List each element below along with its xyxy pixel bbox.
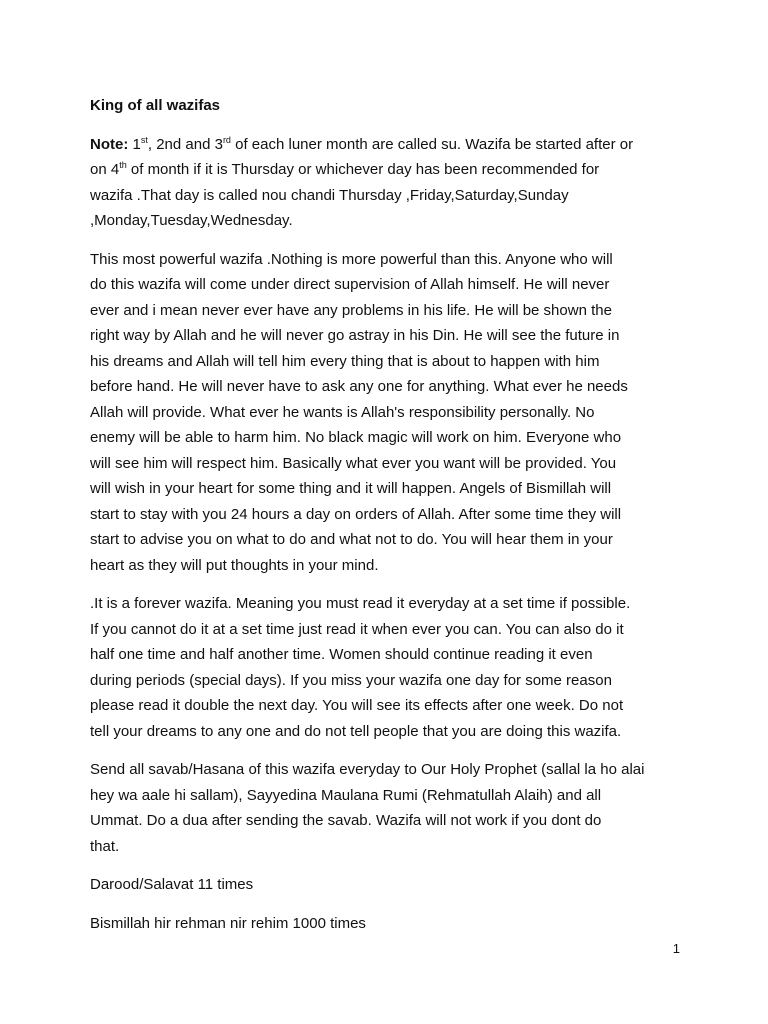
paragraph-line: Allah will provide. What ever he wants is Allah's responsibility personally. No — [90, 403, 595, 421]
paragraph-line: .It is a forever wazifa. Meaning you must read it everyday at a set time if possible. — [90, 595, 631, 612]
paragraph-line: during periods (special days). If you miss your wazifa one day for some reason — [90, 671, 612, 689]
document-page — [90, 93, 702, 949]
note-line-2-tail: of month if it is Thursday or whichever day has been recommended for — [126, 161, 600, 178]
paragraph-line: right way by Allah and he will never go astray in his Din. He will see the future in — [90, 327, 620, 344]
paragraph-line: please read it double the next day. You will see its effects after one week. Do not — [90, 697, 624, 714]
note-mid-text: , 2nd and 3 — [147, 135, 223, 153]
paragraph-line: hey wa aale hi sallam), Sayyedina Maulana Rumi (Rehmatullah Alaih) and all — [90, 786, 602, 804]
paragraph-line: Ummat. Do a dua after sending the savab. Wazifa will not work if you dont do — [90, 812, 602, 829]
note-line-2 — [90, 157, 702, 183]
note-line-3: wazifa .That day is called nou chandi Thursday ,Friday,Saturday,Sunday — [90, 186, 569, 204]
note-line-4: ,Monday,Tuesday,Wednesday. — [90, 212, 293, 229]
note-sup-st: st — [140, 134, 148, 145]
paragraph-benefits — [90, 247, 702, 579]
paragraph-line: start to advise you on what to do and what not to do. You will hear them in your — [90, 531, 613, 548]
paragraph-darood: Darood/Salavat 11 times — [90, 876, 254, 893]
page-number: 1 — [672, 941, 680, 956]
paragraph-line: tell your dreams to any one and do not tell people that you are doing this wazifa. — [90, 722, 622, 740]
paragraph-bismillah: Bismillah hir rehman nir rehim 1000 times — [90, 914, 366, 932]
paragraph-line: heart as they will put thoughts in your mind. — [90, 556, 379, 574]
paragraph-savab — [90, 757, 702, 859]
paragraph-line: This most powerful wazifa .Nothing is more powerful than this. Anyone who will — [90, 250, 613, 268]
paragraph-line: Send all savab/Hasana of this wazifa everyday to Our Holy Prophet (sallal la ho alai — [90, 761, 645, 778]
paragraph-line: will wish in your heart for some thing and it will happen. Angels of Bismillah will — [90, 480, 612, 497]
paragraph-line: start to stay with you 24 hours a day on orders of Allah. After some time they will — [90, 505, 622, 523]
paragraph-line: will see him will respect him. Basically what ever you want will be provided. You — [90, 454, 617, 472]
paragraph-line: half one time and half another time. Women should continue reading it even — [90, 646, 593, 663]
paragraph-line: do this wazifa will come under direct supervision of Allah himself. He will never — [90, 276, 610, 293]
note-line-2-pre: on 4 — [90, 161, 120, 178]
paragraph-line: ever and i mean never ever have any problems in his life. He will be shown the — [90, 301, 612, 319]
note-ordinal-1: 1 — [132, 135, 141, 153]
paragraph-line: enemy will be able to harm him. No black magic will work on him. Everyone who — [90, 429, 622, 446]
note-line-1 — [90, 132, 702, 158]
paragraph-line: that. — [90, 837, 120, 855]
paragraph-instructions — [90, 591, 702, 744]
paragraph-line: If you cannot do it at a set time just read it when ever you can. You can also do it — [90, 620, 624, 638]
note-label: Note: — [90, 135, 129, 153]
paragraph-line: his dreams and Allah will tell him every thing that is about to happen with him — [90, 352, 600, 370]
note-sup-rd: rd — [222, 134, 231, 145]
note-line-1-tail: of each luner month are called su. Wazifa be started after or — [230, 135, 634, 153]
document-title: King of all wazifas — [90, 97, 221, 114]
note-sup-th: th — [119, 160, 127, 170]
note-paragraph — [90, 132, 702, 234]
paragraph-line: before hand. He will never have to ask any one for anything. What ever he needs — [90, 378, 628, 395]
